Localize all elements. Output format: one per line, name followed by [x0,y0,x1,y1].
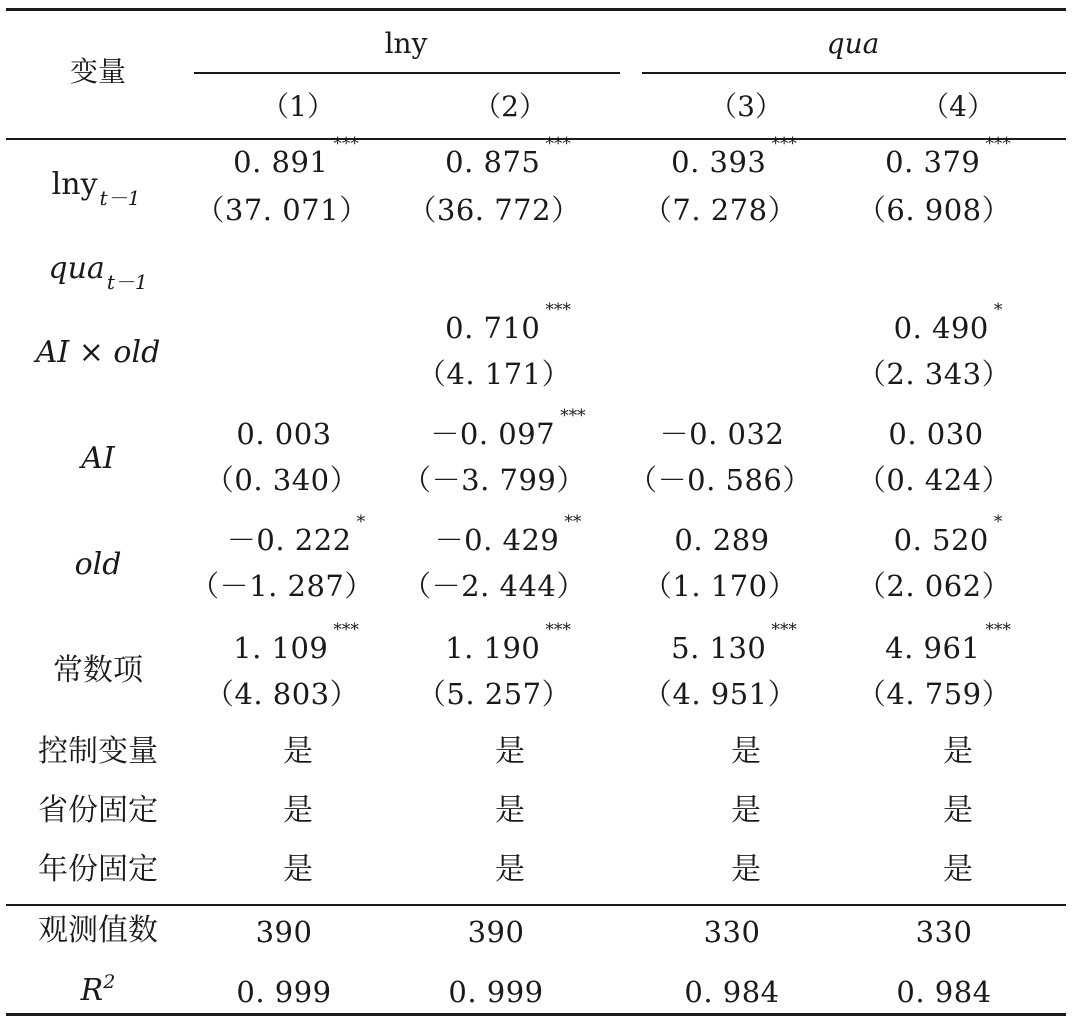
coef-ai-2-value: －0. 097*** [430,406,586,451]
bottom-rule [6,1013,1066,1016]
control-value-3-1: 是 [283,852,313,887]
row-label-r2 [80,971,116,1008]
variable-header: 变量 [69,55,127,88]
row-label-lny-lag-sub: t－1 [99,186,141,210]
top-rule [6,8,1066,11]
control-value-1-1: 是 [283,734,313,769]
control-value-1-4: 是 [943,734,973,769]
tstat-ai-1-value: （0. 340） [204,463,360,497]
tstat-lny_lag-1-value: （37. 071） [195,193,369,227]
row-label-controls: 控制变量 [38,734,158,769]
control-value-3-2: 是 [495,852,525,887]
coef-lny_lag-1-significance: *** [333,134,359,155]
tstat-ai-4-value: （0. 424） [856,463,1012,497]
row-label-r2-main: R [80,973,104,1008]
coef-const-2-significance: *** [545,620,571,641]
tstat-lny_lag-2-value: （36. 772） [407,193,581,227]
row-label-r2-sup: 2 [103,971,116,993]
coef-const-1-significance: *** [333,620,359,641]
coef-old-1-significance: * [356,512,366,533]
coef-lny_lag-2-significance: *** [545,134,571,155]
coef-lny_lag-3-value: 0. 393*** [671,134,797,179]
coef-old-4-significance: * [993,512,1003,533]
coef-const-3-significance: *** [771,620,797,641]
row-label-lny-lag-main: lny [51,167,98,202]
stat-obs-2: 390 [467,915,525,949]
coef-lny_lag-4-value: 0. 379*** [885,134,1011,179]
row-label-constant: 常数项 [53,653,143,688]
row-label-observations: 观测值数 [38,913,158,948]
coef-lny_lag-4-significance: *** [985,134,1011,155]
group-header-lny: lny [384,27,428,60]
column-header-3: （3） [709,90,783,123]
stat-r2-4: 0. 984 [896,975,992,1009]
coef-ai-3-value: －0. 032 [659,417,785,451]
control-value-1-3: 是 [731,734,761,769]
row-label-year-fe: 年份固定 [38,852,158,887]
coef-ai-1-value: 0. 003 [236,417,332,451]
coef-old-4-value: 0. 520* [893,512,1003,557]
tstat-const-4-value: （4. 759） [856,677,1012,711]
group-rule-right [642,72,1066,74]
tstat-const-1-value: （4. 803） [204,677,360,711]
coef-const-3-value: 5. 130*** [671,620,797,665]
stat-obs-3: 330 [703,915,761,949]
tstat-old-4-value: （2. 062） [856,569,1012,603]
tstat-old-2-value: （－2. 444） [402,569,586,603]
coef-old-3-value: 0. 289 [674,523,770,557]
coef-const-4-significance: *** [985,620,1011,641]
stat-r2-3: 0. 984 [684,975,780,1009]
coef-ai-4-value: 0. 030 [888,417,984,451]
coef-lny_lag-2-value: 0. 875*** [445,134,571,179]
coef-interaction-2-value: 0. 710*** [445,300,571,345]
coef-const-2-value: 1. 190*** [445,620,571,665]
tstat-ai-2-value: （－3. 799） [402,463,586,497]
tstat-old-3-value: （1. 170） [642,569,798,603]
column-header-4: （4） [921,90,995,123]
tstat-lny_lag-3-value: （7. 278） [642,193,798,227]
coef-old-2-significance: ** [564,512,582,533]
row-label-interaction: AI × old [35,335,161,370]
stat-r2-2: 0. 999 [448,975,544,1009]
control-value-2-4: 是 [943,793,973,828]
control-value-1-2: 是 [495,734,525,769]
group-header-qua: qua [826,27,880,60]
tstat-interaction-2-value: （4. 171） [416,357,572,391]
header-rule [6,138,1066,140]
row-label-qua-lag-main: qua [48,251,105,286]
control-value-2-1: 是 [283,793,313,828]
column-header-2: （2） [473,90,547,123]
coef-old-2-value: －0. 429** [434,512,582,557]
column-header-1: （1） [261,90,335,123]
control-value-2-3: 是 [731,793,761,828]
stats-rule [6,904,1066,906]
row-label-old: old [74,547,122,582]
tstat-const-2-value: （5. 257） [416,677,572,711]
tstat-const-3-value: （4. 951） [642,677,798,711]
coef-lny_lag-3-significance: *** [771,134,797,155]
row-label-qua-lag-sub: t－1 [106,270,148,294]
coef-ai-2-significance: *** [560,406,586,427]
row-label-ai: AI [81,441,115,476]
coef-const-1-value: 1. 109*** [233,620,359,665]
tstat-lny_lag-4-value: （6. 908） [856,193,1012,227]
tstat-old-1-value: （－1. 287） [190,569,374,603]
coef-interaction-2-significance: *** [545,300,571,321]
coef-interaction-4-value: 0. 490* [893,300,1003,345]
coef-const-4-value: 4. 961*** [885,620,1011,665]
stat-r2-1: 0. 999 [236,975,332,1009]
control-value-3-4: 是 [943,852,973,887]
coef-old-1-value: －0. 222* [226,512,366,557]
group-rule-left [194,72,620,74]
tstat-interaction-4-value: （2. 343） [856,357,1012,391]
stat-obs-1: 390 [255,915,313,949]
tstat-ai-3-value: （－0. 586） [628,463,812,497]
row-label-province-fe: 省份固定 [38,793,158,828]
control-value-3-3: 是 [731,852,761,887]
row-label-lny-lag [51,167,141,210]
control-value-2-2: 是 [495,793,525,828]
coef-lny_lag-1-value: 0. 891*** [233,134,359,179]
coef-interaction-4-significance: * [993,300,1003,321]
row-label-qua-lag [48,251,148,294]
stat-obs-4: 330 [915,915,973,949]
